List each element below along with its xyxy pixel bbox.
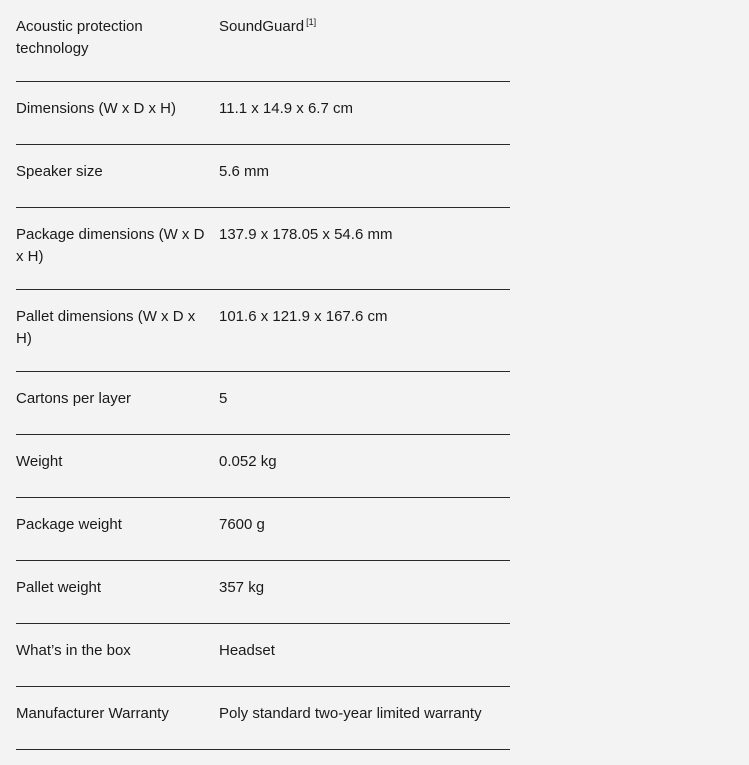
spec-row-whats-in-the-box: [16, 624, 510, 687]
spec-value: 5: [219, 390, 228, 407]
spec-row-cartons-per-layer: [16, 372, 510, 435]
specifications-table: [16, 0, 510, 750]
spec-value: 101.6 x 121.9 x 167.6 cm: [219, 308, 388, 325]
spec-value: 7600 g: [219, 516, 265, 533]
spec-row-package-dimensions: [16, 208, 510, 290]
spec-row-manufacturer-warranty: [16, 687, 510, 750]
spec-label: Package dimensions (W x D x H): [16, 226, 205, 265]
spec-label: Cartons per layer: [16, 390, 132, 407]
spec-value: 137.9 x 178.05 x 54.6 mm: [219, 226, 393, 243]
spec-value: 357 kg: [219, 579, 265, 596]
spec-row-dimensions: [16, 82, 510, 145]
spec-label: Manufacturer Warranty: [16, 705, 169, 722]
spec-value: Poly standard two-year limited warranty: [219, 705, 482, 722]
spec-label: What’s in the box: [16, 642, 131, 659]
spec-row-pallet-weight: [16, 561, 510, 624]
spec-value: 11.1 x 14.9 x 6.7 cm: [219, 100, 353, 117]
spec-label: Weight: [16, 453, 63, 470]
footnote-reference[interactable]: [1]: [306, 17, 317, 27]
spec-label: Acoustic protection technology: [16, 18, 143, 57]
spec-row-package-weight: [16, 498, 510, 561]
spec-row-speaker-size: [16, 145, 510, 208]
spec-row-acoustic-protection: [16, 0, 510, 82]
spec-value: Headset: [219, 642, 275, 659]
spec-value: 5.6 mm: [219, 163, 270, 180]
spec-value: [219, 16, 510, 81]
spec-label: Pallet dimensions (W x D x H): [16, 308, 196, 347]
spec-value-text: SoundGuard: [219, 18, 305, 35]
spec-label: Package weight: [16, 516, 122, 533]
spec-label: Speaker size: [16, 163, 103, 180]
spec-label: Dimensions (W x D x H): [16, 100, 177, 117]
spec-label: Pallet weight: [16, 579, 102, 596]
spec-row-weight: [16, 435, 510, 498]
spec-row-pallet-dimensions: [16, 290, 510, 372]
spec-value: 0.052 kg: [219, 453, 277, 470]
